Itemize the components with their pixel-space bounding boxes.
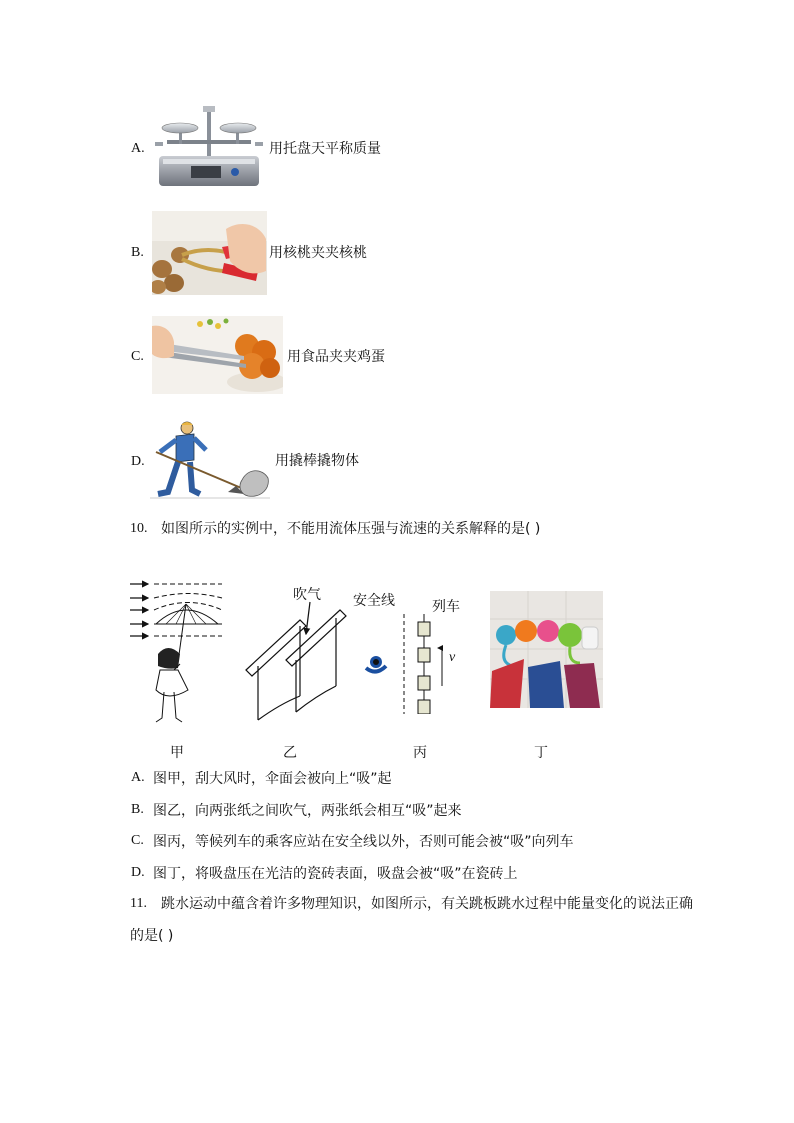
- q11-stem-line1: 跳水运动中蕴含着许多物理知识，如图所示，有关跳板跳水过程中能量变化的说法正确: [161, 896, 693, 912]
- q11-number: 11.: [130, 896, 147, 911]
- food-tongs-photo: [152, 316, 283, 394]
- safety-line-label: 安全线: [353, 593, 395, 609]
- option-a-text: 用托盘天平称质量: [269, 141, 381, 157]
- option-a-letter: A.: [131, 141, 145, 156]
- option-b-text: 用核桃夹夹核桃: [269, 245, 367, 261]
- caption-bing: 丙: [413, 745, 427, 761]
- figure-jia-umbrella-wind: [128, 578, 224, 728]
- q10-stem: 如图所示的实例中，不能用流体压强与流速的关系解释的是( ): [161, 521, 541, 537]
- option-c-letter: C.: [131, 349, 144, 364]
- caption-yi: 乙: [283, 745, 297, 761]
- q10-option-d-letter: D.: [131, 865, 145, 880]
- option-d-letter: D.: [131, 454, 145, 469]
- q10-option-a-letter: A.: [131, 770, 145, 785]
- train-label: 列车: [432, 599, 460, 615]
- crowbar-lever-drawing: [150, 420, 270, 502]
- blow-label: 吹气: [293, 587, 321, 603]
- option-b-letter: B.: [131, 245, 144, 260]
- q10-option-c-text: 图丙，等候列车的乘客应站在安全线以外，否则可能会被“吸”向列车: [153, 834, 574, 850]
- option-c-text: 用食品夹夹鸡蛋: [287, 349, 385, 365]
- figure-ding-suction-hooks-photo: [490, 591, 603, 708]
- option-d-text: 用撬棒撬物体: [275, 453, 359, 469]
- nutcracker-photo: [152, 211, 267, 295]
- velocity-label: v: [449, 650, 456, 665]
- q10-option-b-text: 图乙，向两张纸之间吹气，两张纸会相互“吸”起来: [153, 803, 462, 819]
- q11-stem-line2: 的是( ): [130, 928, 174, 944]
- q10-option-c-letter: C.: [131, 833, 144, 848]
- q10-option-a-text: 图甲，刮大风时，伞面会被向上“吸”起: [153, 771, 392, 787]
- q10-option-d-text: 图丁，将吸盘压在光洁的瓷砖表面，吸盘会被“吸”在瓷砖上: [153, 866, 518, 882]
- caption-jia: 甲: [170, 745, 184, 761]
- caption-ding: 丁: [534, 745, 548, 761]
- q10-number: 10.: [130, 521, 148, 536]
- figure-bing-train-platform: [362, 614, 450, 714]
- q10-option-b-letter: B.: [131, 802, 144, 817]
- balance-scale-photo: [153, 104, 265, 188]
- figure-yi-paper-blowing: [240, 600, 348, 724]
